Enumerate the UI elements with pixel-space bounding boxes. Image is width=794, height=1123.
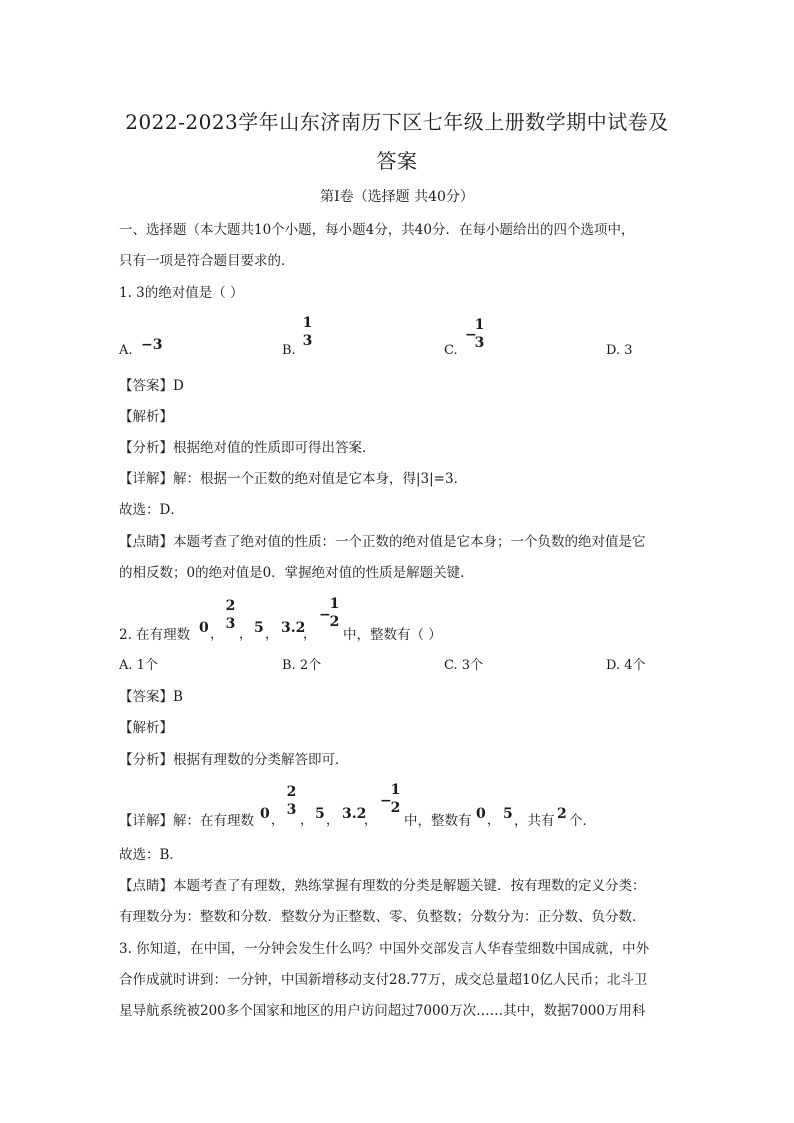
q2-xj-count: 2 <box>557 806 567 822</box>
q2-comma: ， <box>487 813 501 828</box>
q2-option-b: B. 2个 <box>282 658 322 673</box>
q2-dianjing-line2: 有理数分为：整数和分数．整数分为正整数、零、负整数；分数分为：正分数、负分数． <box>119 909 646 925</box>
q2-xj-frac1-denominator: 3 <box>286 801 297 818</box>
q1-option-b-label: B. <box>282 343 296 358</box>
q2-xiangjie-prefix: 【详解】解：在有理数 <box>119 813 254 829</box>
section-instruction-line2: 只有一项是符合题目要求的． <box>119 253 295 269</box>
q1-option-d: D. 3 <box>606 343 633 358</box>
q2-option-a: A. 1个 <box>119 658 158 673</box>
q2-xj-frac1-numerator: 2 <box>286 784 297 800</box>
q2-dianjing-line1: 【点睛】本题考查了有理数，熟练掌握有理数的分类是解题关键．按有理数的定义分类： <box>119 878 646 894</box>
q2-frac1-denominator: 3 <box>225 615 236 632</box>
q1-answer: 【答案】D <box>119 378 184 394</box>
q2-num-3-2: 3.2 <box>281 620 306 636</box>
q2-xiangjie-gong: ，共有 <box>514 813 555 829</box>
q2-frac2-denominator: 2 <box>329 613 340 630</box>
q2-guxuan: 故选：B． <box>119 847 183 863</box>
q3-line2: 合作成就时讲到：一分钟，中国新增移动支付28.77万，成交总量超10亿人民币；北斗卫 <box>119 972 648 988</box>
q2-option-d: D. 4个 <box>606 658 646 673</box>
section-instruction-line1: 一、选择题（本大题共10个小题，每小题4分，共40分．在每小题给出的四个选项中， <box>119 222 635 238</box>
q1-dianjing-line2: 的相反数；0的绝对值是0．掌握绝对值的性质是解题关键． <box>119 565 474 581</box>
q1-stem: 1. 3的绝对值是（ ） <box>119 285 244 301</box>
q2-xj-frac2-denominator: 2 <box>390 799 401 816</box>
doc-title-line1: 2022-2023学年山东济南历下区七年级上册数学期中试卷及 <box>125 110 669 134</box>
q2-comma: ， <box>300 813 314 828</box>
q2-answer: 【答案】B <box>119 689 183 705</box>
q1-option-c-label: C. <box>444 343 458 358</box>
q2-comma: ， <box>326 813 340 828</box>
q1-analysis-heading: 【解析】 <box>119 409 173 425</box>
q2-option-c: C. 3个 <box>444 658 484 673</box>
q1-option-b-denominator: 3 <box>302 332 313 349</box>
doc-subtitle: 第Ⅰ卷（选择题 共40分） <box>320 189 474 205</box>
q2-xj-num-3-2: 3.2 <box>342 806 367 822</box>
q1-fenxi: 【分析】根据绝对值的性质即可得出答案． <box>119 440 376 456</box>
q1-option-b-fraction <box>302 316 313 348</box>
q2-stem-prefix: 2. 在有理数 <box>119 627 191 643</box>
q2-frac2-sign: − <box>319 607 331 623</box>
q2-num-0: 0 <box>199 620 209 636</box>
q2-xj-fraction-neg-1-2 <box>390 783 401 815</box>
q2-comma: ， <box>271 813 285 828</box>
q1-option-b-numerator: 1 <box>302 315 313 331</box>
q2-comma: ， <box>210 627 224 642</box>
q1-option-c-numerator: 1 <box>474 317 485 333</box>
q2-xj-ans-5: 5 <box>503 806 513 822</box>
q1-option-c-denominator: 3 <box>474 334 485 351</box>
q3-line3: 星导航系统被200多个国家和地区的用户访问超过7000万次……其中，数据7000万用科 <box>119 1003 646 1019</box>
q2-xj-frac2-sign: − <box>380 793 392 809</box>
q3-line1: 3. 你知道，在中国，一分钟会发生什么吗？中国外交部发言人华春莹细数中国成就，中外 <box>119 941 650 957</box>
q2-fenxi: 【分析】根据有理数的分类解答即可． <box>119 752 349 768</box>
q1-option-a-value: −3 <box>141 337 163 353</box>
q2-xiangjie-mid: 中，整数有 <box>404 813 472 829</box>
q2-comma: ， <box>364 813 378 828</box>
q2-fraction-2-3 <box>225 599 236 631</box>
q2-comma: ， <box>303 627 317 642</box>
q2-xiangjie-end: 个． <box>569 813 596 829</box>
q1-guxuan: 故选：D． <box>119 502 184 518</box>
q2-xj-num-5: 5 <box>315 806 325 822</box>
q2-fraction-neg-1-2 <box>329 597 340 629</box>
q2-analysis-heading: 【解析】 <box>119 720 173 736</box>
q2-comma: ， <box>265 627 279 642</box>
q2-num-5: 5 <box>254 620 264 636</box>
q1-option-c-sign: − <box>465 327 477 343</box>
q1-dianjing-line1: 【点睛】本题考查了绝对值的性质：一个正数的绝对值是它本身；一个负数的绝对值是它 <box>119 534 646 550</box>
q2-frac2-numerator: 1 <box>329 596 340 612</box>
q2-xj-frac2-numerator: 1 <box>390 782 401 798</box>
q1-xiangjie: 【详解】解：根据一个正数的绝对值是它本身，得|3|=3． <box>119 471 468 487</box>
doc-title-line2: 答案 <box>376 149 418 173</box>
q2-frac1-numerator: 2 <box>225 598 236 614</box>
q2-xj-num-0: 0 <box>260 806 270 822</box>
q1-option-c-fraction <box>474 318 485 350</box>
q2-xj-ans-0: 0 <box>476 806 486 822</box>
q2-xj-fraction-2-3 <box>286 785 297 817</box>
q2-stem-suffix: 中，整数有（ ） <box>343 627 442 643</box>
q2-comma: ， <box>239 627 253 642</box>
q1-option-a-label: A. <box>119 343 133 358</box>
